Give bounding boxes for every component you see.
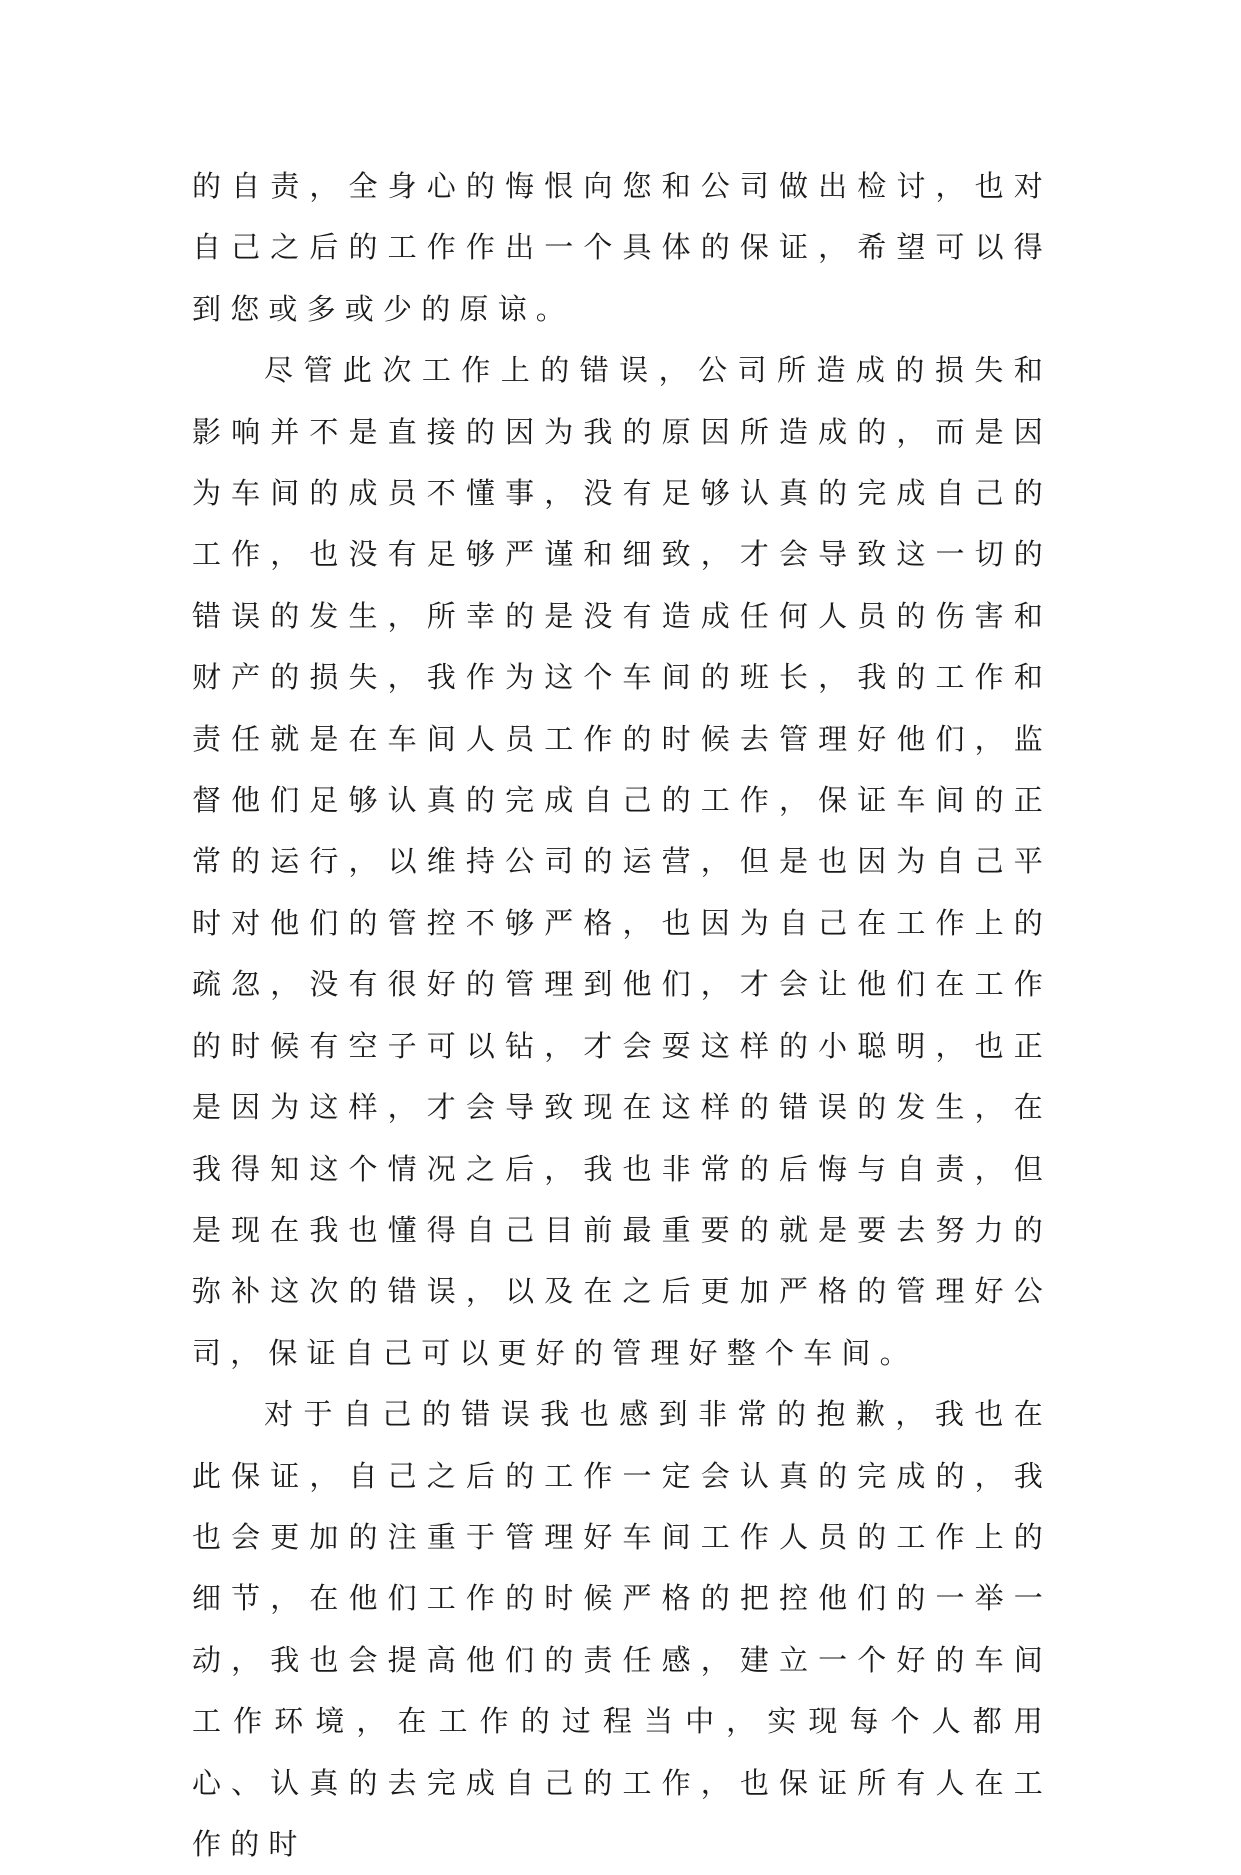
paragraph-3: 对于自己的错误我也感到非常的抱歉，我也在此保证，自己之后的工作一定会认真的完成的，我也会更加的注重于管理好车间工作人员的工作上的细节，在他们工作的时候严格的把控他们的一举一动，我也会提高他们的责任感，建立一个好的车间工作环境，在工作的过程当中，实现每个人都用心、认真的去完成自己的工作，也保证所有人在工作的时 — [192, 1397, 1052, 1861]
document-body — [192, 156, 1052, 1875]
paragraph-1: 的自责，全身心的悔恨向您和公司做出检讨，也对自己之后的工作作出一个具体的保证，希望可以得到您或多或少的原谅。 — [192, 169, 1052, 326]
paragraph-2: 尽管此次工作上的错误，公司所造成的损失和影响并不是直接的因为我的原因所造成的，而是因为车间的成员不懂事，没有足够认真的完成自己的工作，也没有足够严谨和细致，才会导致这一切的错误的发生，所幸的是没有造成任何人员的伤害和财产的损失，我作为这个车间的班长，我的工作和责任就是在车间人员工作的时候去管理好他们，监督他们足够认真的完成自己的工作，保证车间的正常的运行，以维持公司的运营，但是也因为自己平时对他们的管控不够严格，也因为自己在工作上的疏忽，没有很好的管理到他们，才会让他们在工作的时候有空子可以钻，才会耍这样的小聪明，也正是因为这样，才会导致现在这样的错误的发生，在我得知这个情况之后，我也非常的后悔与自责，但是现在我也懂得自己目前最重要的就是要去努力的弥补这次的错误，以及在之后更加严格的管理好公司，保证自己可以更好的管理好整个车间。 — [192, 353, 1052, 1370]
